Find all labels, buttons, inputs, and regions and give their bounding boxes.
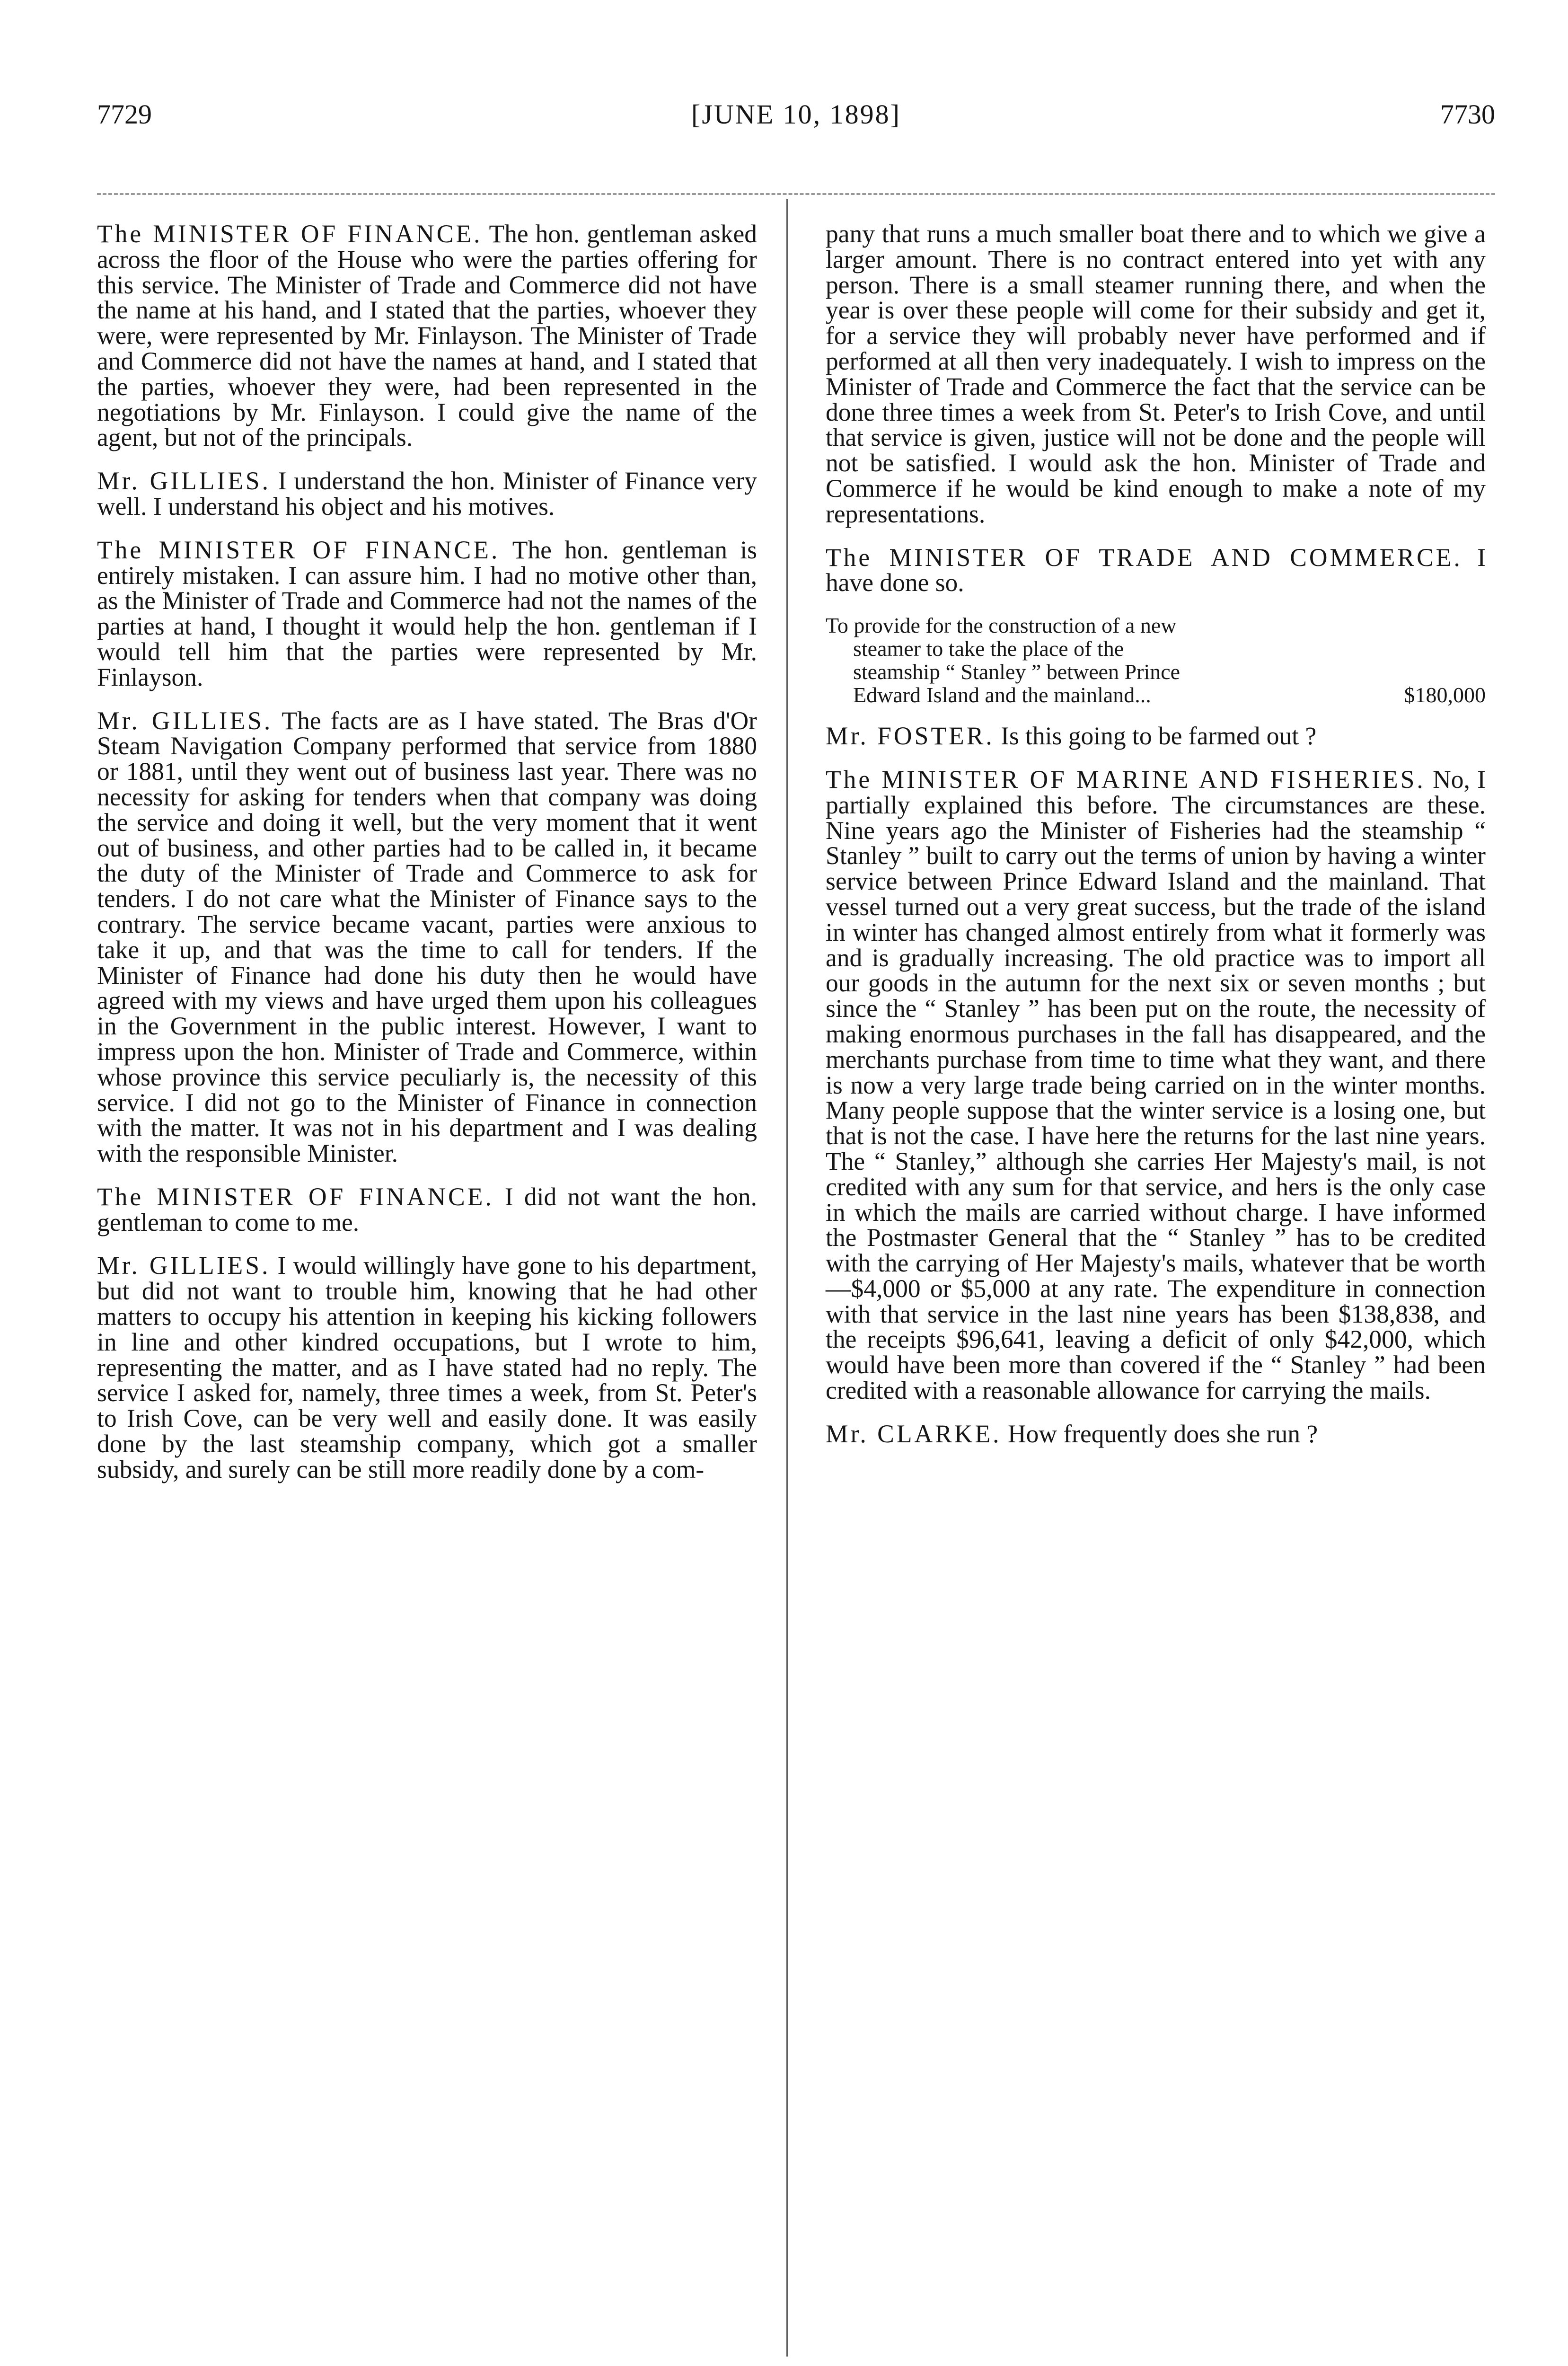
speaker-name: The MINISTER OF FINANCE. bbox=[97, 535, 500, 564]
estimate-line: To provide for the construction of a new bbox=[826, 613, 1177, 638]
estimate-line: Edward Island and the mainland... bbox=[853, 683, 1151, 707]
speech-paragraph bbox=[97, 468, 757, 520]
speech-paragraph bbox=[97, 535, 757, 691]
speaker-name: Mr. GILLIES. bbox=[97, 1251, 271, 1280]
speaker-name: The MINISTER OF FINANCE. bbox=[97, 1182, 494, 1211]
column-divider bbox=[786, 199, 788, 2357]
right-bottom-speeches bbox=[826, 724, 1486, 1447]
speech-paragraph bbox=[97, 1184, 757, 1236]
speech-text: The hon. gentleman is entirely mistaken. I can assure him. I had no motive other than, as the Minister of Trade and Commerce had not the names of the parties at hand, I thought it would help the hon. gentleman if I would tell him that the parties were represented by Mr. Finlayson. bbox=[97, 535, 757, 691]
speaker-name: Mr. GILLIES. bbox=[97, 467, 271, 495]
speech-text: I have done so. bbox=[826, 543, 1486, 597]
speaker-name: The MINISTER OF FINANCE. bbox=[97, 220, 483, 248]
header-rule bbox=[97, 193, 1495, 195]
estimate-line: steamer to take the place of the bbox=[853, 636, 1124, 661]
speech-paragraph bbox=[97, 221, 757, 450]
speech-text: I did not want the hon. gentleman to come to me. bbox=[97, 1182, 758, 1236]
left-page-number: 7729 bbox=[97, 99, 152, 130]
speaker-name: Mr. CLARKE. bbox=[826, 1419, 1002, 1448]
speech-text: No, I partially explained this before. The circumstances are these. Nine years ago the Minister of Fisheries had the steamship “ Stanley ” built to carry out the terms of union by having a winter service between Prince Edward Island and the mainland. That vessel turned out a very great success, but the trade of the island in winter has changed almost entirely from what it formerly was and is gradually increasing. The old practice was to import all our goods in the autumn for the next six or seven months ; but since the “ Stanley ” has been put on the route, the necessity of making enormous purchases in the fall has disappeared, and the merchants purchase from time to time what they want, and there is now a very large trade being carried on in the winter months. Many people suppose that the winter service is a losing one, but that is not the case. I have here the returns for the last nine years. The “ Stanley,” although she carries Her Majesty's mail, is not credited with any sum for that service, and hers is the only case in which the mails are carried without charge. I have informed the Postmaster General that the “ Stanley ” has to be credited with the carrying of Her Majesty's mails, whatever that be worth—$4,000 or $5,000 at any rate. The expenditure in connection with that service in the last nine years has been $138,838, and the receipts $96,641, leaving a deficit of only $42,000, which would have been more than covered if the “ Stanley ” had been credited with a reasonable allowance for carrying the mails. bbox=[826, 765, 1486, 1405]
speaker-name: The MINISTER OF TRADE AND COMMERCE. bbox=[826, 543, 1462, 572]
continued-paragraph bbox=[826, 221, 1486, 527]
speech-paragraph bbox=[826, 545, 1486, 596]
left-column bbox=[97, 221, 757, 1501]
page-header bbox=[97, 98, 1495, 141]
estimate-amount: $180,000 bbox=[1404, 683, 1486, 707]
right-page-number: 7730 bbox=[1440, 99, 1495, 130]
speech-text: The facts are as I have stated. The Bras d'Or Steam Navigation Company performed that service from 1880 or 1881, until they went out of business last year. There was no necessity for asking for tenders when that company was doing the service and doing it well, but the very moment that it went out of business, and other parties had to be called in, it became the duty of the Minister of Trade and Commerce to ask for tenders. I do not care what the Minister of Finance says to the contrary. The service became vacant, parties were anxious to take it up, and that was the time to call for tenders. If the Minister of Finance had done his duty then he would have agreed with my views and have urged them upon his colleagues in the Government in the public interest. However, I want to impress upon the hon. Minister of Trade and Commerce, within whose province this service peculiarly is, the necessity of this service. I did not go to the Minister of Finance in connection with the matter. It was not in his department and I was dealing with the responsible Minister. bbox=[97, 706, 757, 1168]
speaker-name: Mr. FOSTER. bbox=[826, 722, 995, 750]
paragraph-text: pany that runs a much smaller boat there and to which we give a larger amount. There is no contract entered into yet with any person. There is a small steamer running there, and when the year is over these people will come for their subsidy and get it, for a service they will probably never have performed and if performed at all then very inadequately. I wish to impress on the Minister of Trade and Commerce the fact that the service can be done three times a week from St. Peter's to Irish Cove, and until that service is given, justice will not be done and the people will not be satisfied. I would ask the hon. Minister of Trade and Commerce if he would be kind enough to make a note of my representations. bbox=[826, 220, 1486, 528]
speech-paragraph bbox=[97, 1253, 757, 1482]
speech-text: How frequently does she run ? bbox=[1007, 1419, 1318, 1448]
estimate-item bbox=[826, 614, 1486, 706]
speaker-name: The MINISTER OF MARINE AND FISHERIES. bbox=[826, 765, 1426, 794]
speech-text: Is this going to be farmed out ? bbox=[1001, 722, 1317, 750]
right-column bbox=[826, 221, 1486, 1465]
sitting-date: [JUNE 10, 1898] bbox=[691, 99, 901, 130]
speech-paragraph bbox=[826, 1421, 1486, 1447]
right-mid-speeches bbox=[826, 545, 1486, 596]
speech-text: I would willingly have gone to his department, but did not want to trouble him, knowing that he had other matters to occupy his attention in keeping his kicking followers in line and other kindred occupations, but I wrote to him, representing the matter, and as I have stated had no reply. The service I asked for, namely, three times a week, from St. Peter's to Irish Cove, can be very well and easily done. It was easily done by the last steamship company, which got a smaller subsidy, and surely can be still more readily done by a com- bbox=[97, 1251, 758, 1483]
speech-paragraph bbox=[826, 724, 1486, 749]
estimate-line: steamship “ Stanley ” between Prince bbox=[853, 660, 1180, 684]
speaker-name: Mr. GILLIES. bbox=[97, 706, 273, 735]
speech-text: The hon. gentleman asked across the floor of the House who were the parties offering for this service. The Minister of Trade and Commerce did not have the name at his hand, and I stated that the parties, whoever they were, were represented by Mr. Finlayson. The Minister of Trade and Commerce did not have the names at hand, and I stated that the parties, whoever they were, had been represented in the negotiations by Mr. Finlayson. I could give the name of the agent, but not of the principals. bbox=[97, 220, 757, 452]
speech-paragraph bbox=[97, 708, 757, 1166]
speech-text: I understand the hon. Minister of Finance very well. I understand his object and his motives. bbox=[97, 467, 758, 521]
speech-paragraph bbox=[826, 767, 1486, 1404]
